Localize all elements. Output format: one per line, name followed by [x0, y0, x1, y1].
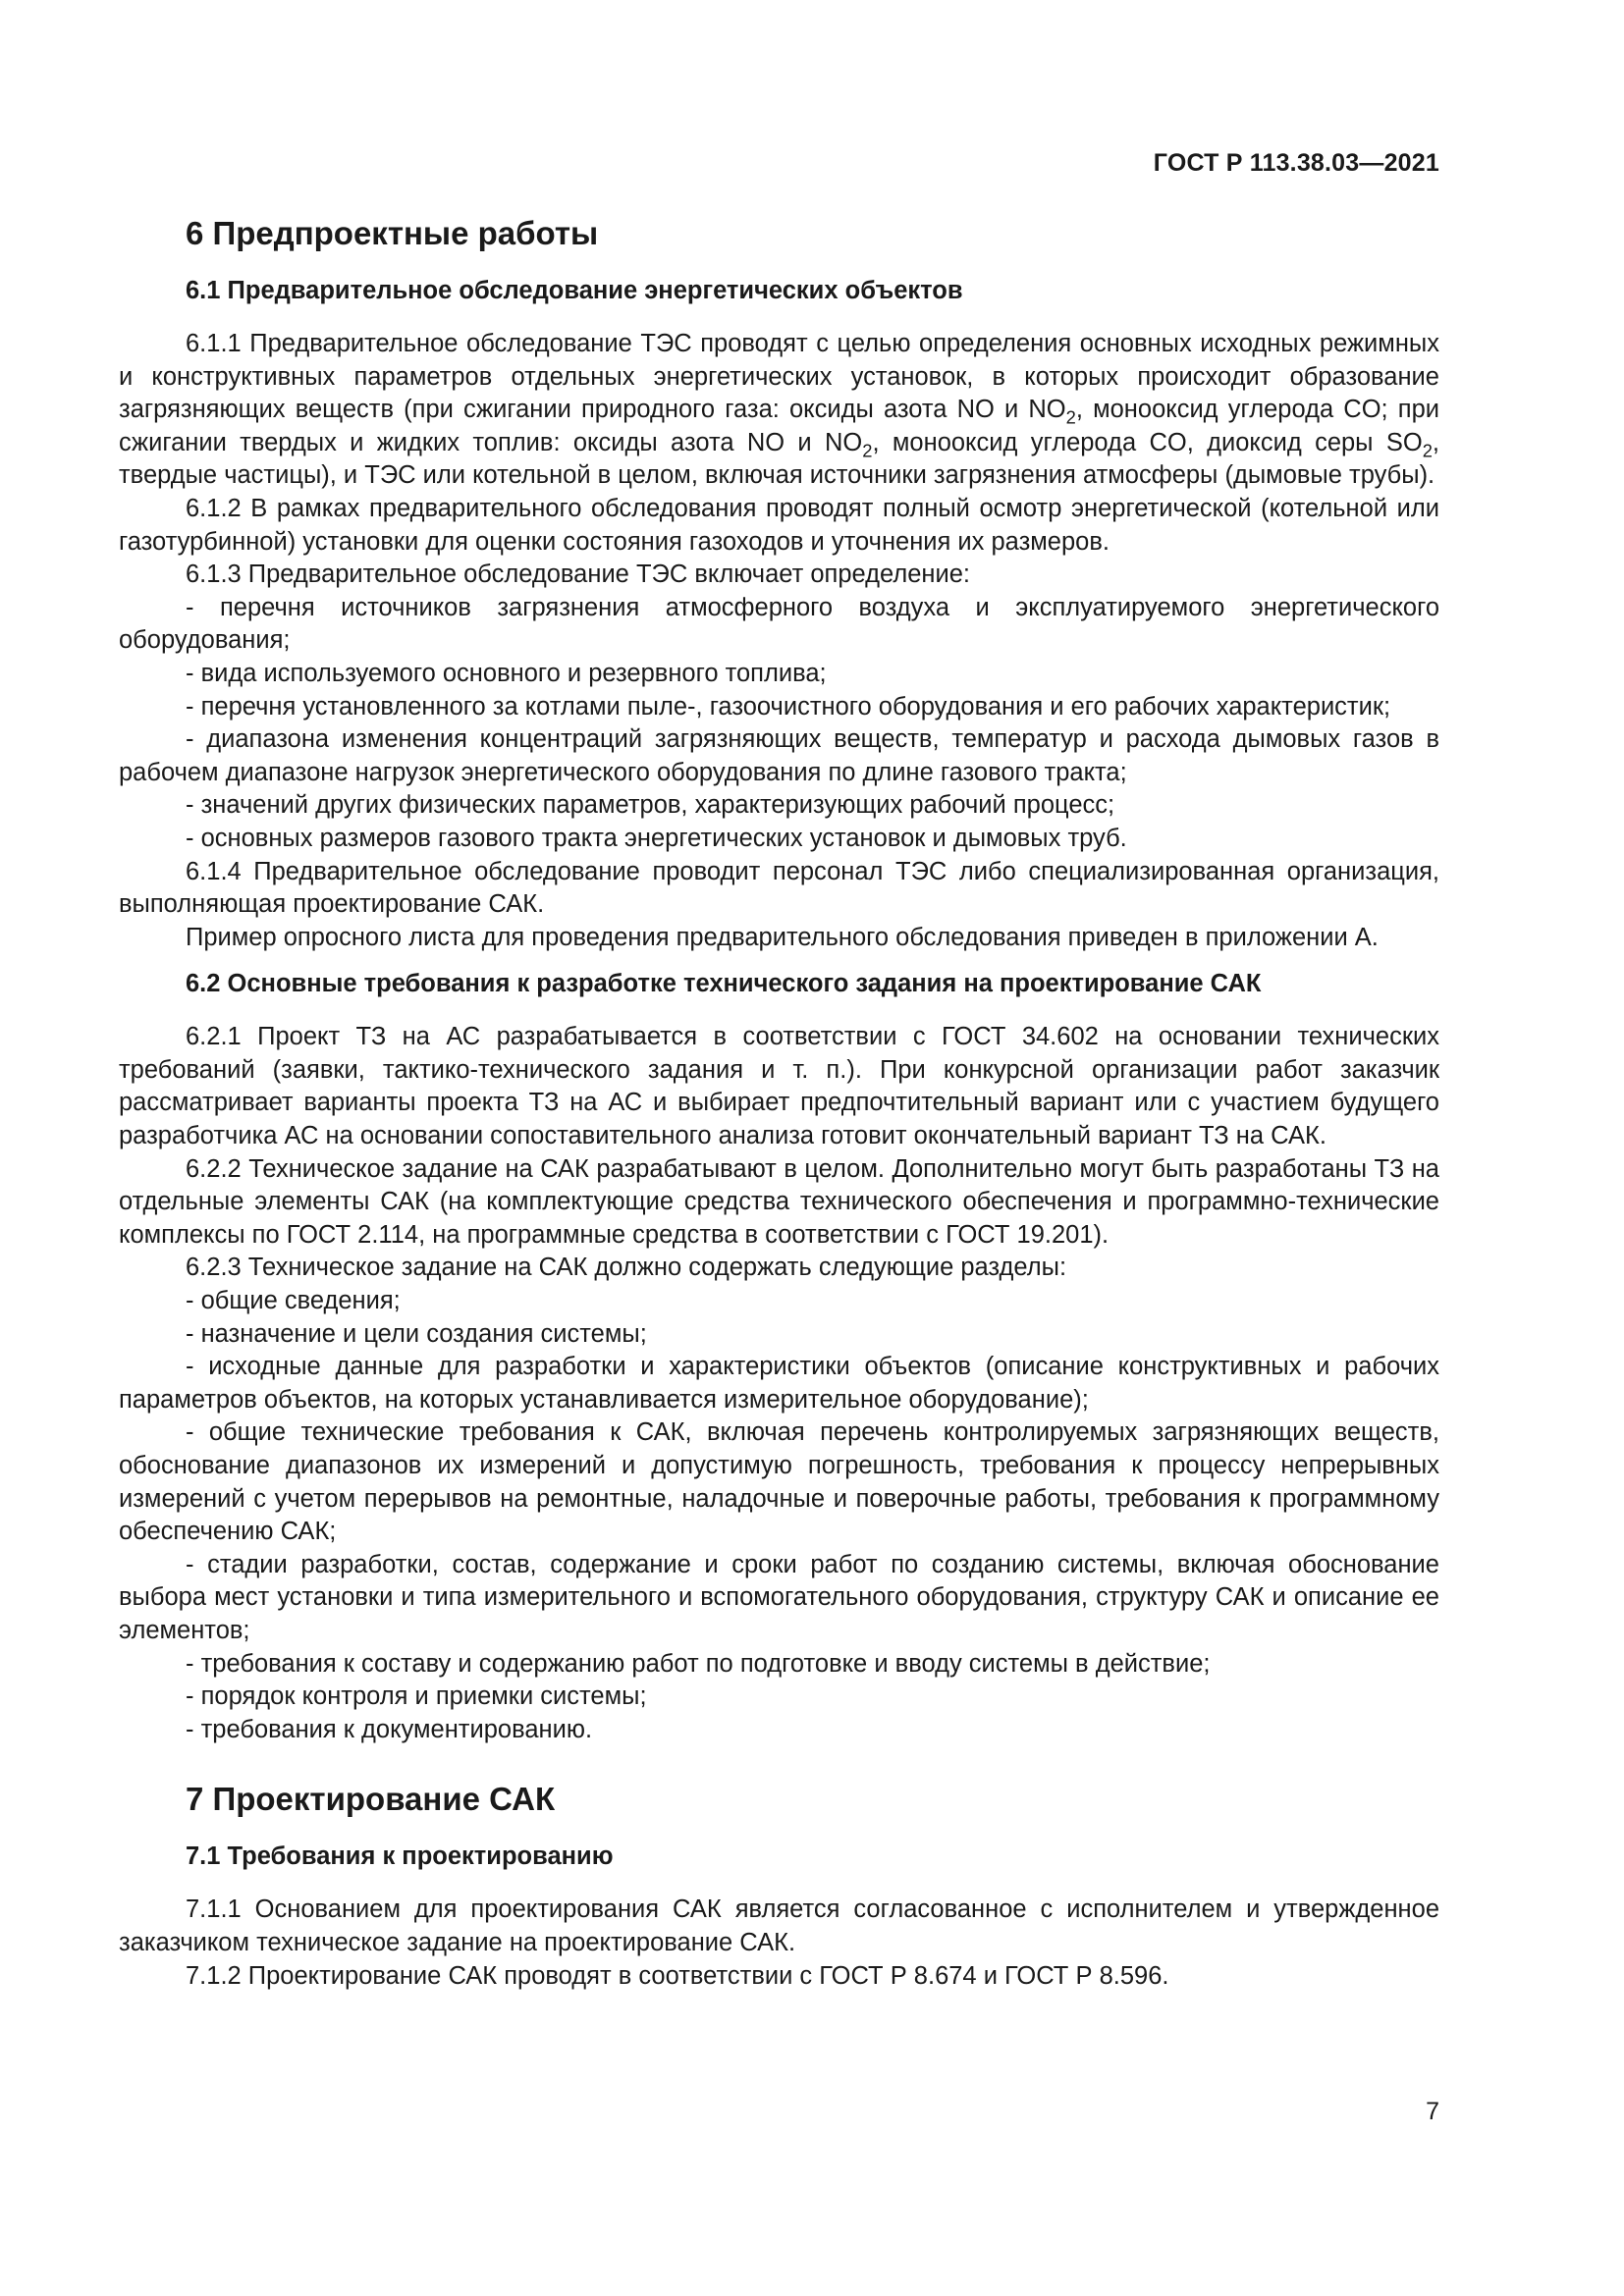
- list-item: - диапазона изменения концентраций загрязняющих веществ, температур и расхода дымовых газов в рабочем диапазоне нагрузок энергетического оборудования по длине газового тракта;: [119, 725, 1439, 786]
- section-7-title: 7 Проектирование САК: [186, 1781, 556, 1818]
- list-item: - общие сведения;: [186, 1287, 401, 1315]
- document-code-header: ГОСТ Р 113.38.03—2021: [1153, 149, 1439, 177]
- subsection-6-1-title: 6.1 Предварительное обследование энергетических объектов: [186, 277, 963, 304]
- page-content: [119, 214, 1439, 1993]
- list-item: - значений других физических параметров, характеризующих рабочий процесс;: [186, 791, 1115, 820]
- paragraph-7-1-2: 7.1.2 Проектирование САК проводят в соответствии с ГОСТ Р 8.674 и ГОСТ Р 8.596.: [186, 1961, 1169, 1990]
- section-6-title: 6 Предпроектные работы: [186, 215, 599, 251]
- list-item: - общие технические требования к САК, включая перечень контролируемых загрязняющих веществ, обоснование диапазонов их измерений и допустимую погрешность, требования к процессу непрерывных измерений с учетом перерывов на ремонтные, наладочные и поверочные работы, требования к программному обеспечению САК;: [119, 1418, 1439, 1546]
- page-number: 7: [1426, 2098, 1439, 2125]
- paragraph-7-1-1: 7.1.1 Основанием для проектирования САК является согласованное с исполнителем и утвержденное заказчиком техническое задание на проектирование САК.: [119, 1896, 1439, 1956]
- list-item: - основных размеров газового тракта энергетических установок и дымовых труб.: [186, 824, 1127, 852]
- paragraph-6-2-2: 6.2.2 Техническое задание на САК разрабатывают в целом. Дополнительно могут быть разработаны ТЗ на отдельные элементы САК (на комплектующие средства технического обеспечения и программно-технические комплексы по ГОСТ 2.114, на программные средства в соответствии с ГОСТ 19.201).: [119, 1154, 1439, 1249]
- list-item: - требования к документированию.: [186, 1715, 593, 1743]
- paragraph-6-1-1: 6.1.1 Предварительное обследование ТЭС проводят с целью определения основных исходных режимных и конструктивных параметров отдельных энергетических установок, в которых происходит образование загрязняющих веществ (при сжигании природного газа: оксиды азота NO и $NO_2$, монооксид углерода CO; при сжигании твердых и жидких топлив: оксиды азота NO и $NO_2$, монооксид углерода CO, диоксид серы $SO_2$, твердые частицы), и ТЭС или котельной в целом, включая источники загрязнения атмосферы (дымовые трубы).: [119, 330, 1439, 490]
- paragraph-6-1-4: 6.1.4 Предварительное обследование проводит персонал ТЭС либо специализированная организация, выполняющая проектирование САК.: [119, 857, 1439, 919]
- list-item: - требования к составу и содержанию работ по подготовке и вводу системы в действие;: [186, 1649, 1211, 1678]
- paragraph-6-2-3: 6.2.3 Техническое задание на САК должно содержать следующие разделы:: [186, 1254, 1067, 1282]
- paragraph-6-1-2: 6.1.2 В рамках предварительного обследования проводят полный осмотр энергетической (котельной или газотурбинной) установки для оценки состояния газоходов и уточнения их размеров.: [119, 494, 1439, 556]
- paragraph-6-1-3: 6.1.3 Предварительное обследование ТЭС включает определение:: [186, 561, 971, 589]
- paragraph-6-2-1: 6.2.1 Проект ТЗ на АС разрабатывается в соответствии с ГОСТ 34.602 на основании технических требований (заявки, тактико-технического задания и т. п.). При конкурсной организации работ заказчик рассматривает варианты проекта ТЗ на АС и выбирает предпочтительный вариант или с участием будущего разработчика АС на основании сопоставительного анализа готовит окончательный вариант ТЗ на САК.: [119, 1023, 1439, 1150]
- list-item: - назначение и цели создания системы;: [186, 1319, 647, 1348]
- list-item: - стадии разработки, состав, содержание и сроки работ по созданию системы, включая обоснование выбора мест установки и типа измерительного и вспомогательного оборудования, структуру САК и описание ее элементов;: [119, 1550, 1439, 1644]
- list-item: - перечня источников загрязнения атмосферного воздуха и эксплуатируемого энергетического оборудования;: [119, 593, 1439, 655]
- paragraph-6-1-4-note: Пример опросного листа для проведения предварительного обследования приведен в приложении А.: [186, 923, 1379, 951]
- list-item: - вида используемого основного и резервного топлива;: [186, 659, 827, 687]
- list-item: - порядок контроля и приемки системы;: [186, 1682, 647, 1711]
- list-item: - исходные данные для разработки и характеристики объектов (описание конструктивных и рабочих параметров объектов, на которых устанавливается измерительное оборудование);: [119, 1353, 1439, 1414]
- list-item: - перечня установленного за котлами пыле-, газоочистного оборудования и его рабочих характеристик;: [186, 692, 1391, 721]
- subsection-7-1-title: 7.1 Требования к проектированию: [186, 1842, 614, 1871]
- subsection-6-2-title: 6.2 Основные требования к разработке технического задания на проектирование САК: [186, 970, 1262, 998]
